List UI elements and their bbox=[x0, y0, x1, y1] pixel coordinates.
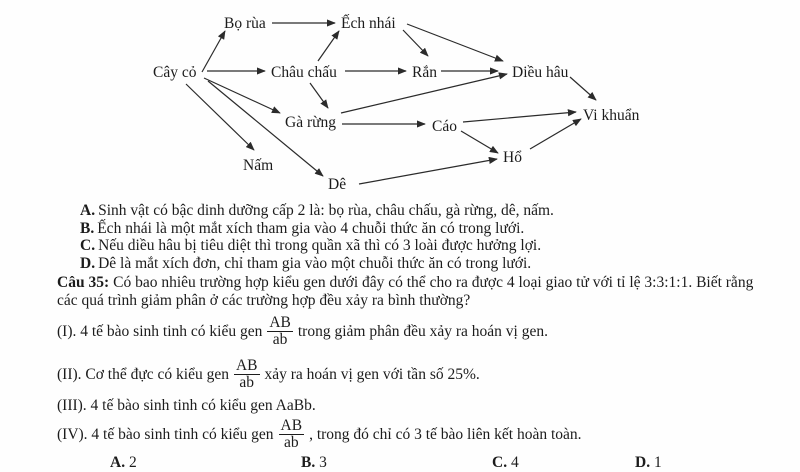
option-text: Sinh vật có bậc dinh dưỡng cấp 2 là: bọ rùa, châu chấu, gà rừng, dê, nấm. bbox=[98, 202, 554, 219]
node-nam: Nấm bbox=[243, 157, 274, 174]
question-number: Câu 35: bbox=[57, 273, 110, 291]
statement-text: (I). 4 tế bào sinh tinh có kiểu gen bbox=[57, 322, 263, 340]
statement-II bbox=[57, 356, 800, 394]
node-vi-khuan: Vi khuẩn bbox=[583, 107, 640, 124]
statement-text: (IV). 4 tế bào sinh tinh có kiểu gen bbox=[57, 425, 274, 443]
fraction-numerator: AB bbox=[280, 417, 303, 435]
question-block bbox=[0, 202, 800, 472]
answer-letter: B. bbox=[301, 453, 316, 471]
option-line bbox=[80, 237, 800, 255]
edge-ech-nhai-to-dieu-hau bbox=[407, 24, 503, 61]
answer-choice bbox=[110, 454, 137, 472]
answers-row bbox=[0, 454, 800, 472]
option-letter: D. bbox=[80, 255, 96, 273]
option-text: Ếch nhái là một mắt xích tham gia vào 4 chuỗi thức ăn có trong lưới. bbox=[97, 219, 525, 237]
statement-text: , trong đó chỉ có 3 tế bào liên kết hoàn toàn. bbox=[309, 425, 582, 443]
edge-chau-chau-to-ech-nhai bbox=[318, 31, 339, 61]
answer-choice bbox=[635, 454, 662, 472]
edge-chau-chau-to-ga-rung bbox=[310, 83, 328, 108]
node-ran: Rắn bbox=[412, 64, 437, 81]
option-line bbox=[80, 255, 800, 273]
node-chau-chau: Châu chấu bbox=[271, 64, 337, 81]
fraction-numerator: AB bbox=[269, 314, 291, 332]
node-de: Dê bbox=[328, 176, 347, 193]
edge-cay-co-to-nam bbox=[186, 84, 254, 150]
option-letter: B. bbox=[80, 219, 95, 237]
fraction-numerator: AB bbox=[235, 357, 258, 375]
statement-IV bbox=[57, 416, 800, 454]
node-ech-nhai: Ếch nhái bbox=[341, 15, 396, 32]
genotype-fraction bbox=[267, 315, 293, 348]
statement-text: (II). Cơ thể đực có kiểu gen bbox=[57, 365, 229, 383]
edge-cao-to-vi-khuan bbox=[463, 112, 576, 122]
answer-letter: C. bbox=[492, 453, 508, 471]
option-letter: A. bbox=[80, 202, 96, 219]
question-text: Có bao nhiêu trường hợp kiểu gen dưới đây có thể cho ra được 4 loại giao tử với tỉ lệ 3:3:1:1. Biết rằng các quá trình giảm phân ở các trường hợp đều xảy ra bình thường? bbox=[57, 273, 754, 309]
answer-choice bbox=[492, 454, 519, 472]
node-ga-rung: Gà rừng bbox=[285, 114, 337, 131]
option-line bbox=[80, 202, 800, 220]
node-cay-co: Cây cỏ bbox=[153, 64, 197, 81]
edge-cay-co-to-ga-rung bbox=[204, 78, 280, 113]
answer-letter: A. bbox=[110, 453, 126, 471]
option-letter: C. bbox=[80, 237, 96, 255]
answer-choice bbox=[301, 454, 327, 472]
answer-value: 2 bbox=[125, 453, 137, 471]
answer-value: 3 bbox=[315, 453, 327, 471]
fraction-denominator: ab bbox=[283, 434, 299, 452]
option-line bbox=[80, 220, 800, 238]
edge-ech-nhai-to-ran bbox=[403, 30, 428, 56]
node-bo-rua: Bọ rùa bbox=[224, 15, 266, 32]
statement-text: trong giảm phân đều xảy ra hoán vị gen. bbox=[297, 322, 548, 340]
edge-cay-co-to-bo-rua bbox=[202, 31, 225, 72]
edge-dieu-hau-to-vi-khuan bbox=[570, 77, 596, 100]
statement-text: xảy ra hoán vị gen với tần số 25%. bbox=[264, 365, 480, 383]
edge-de-to-ho bbox=[359, 159, 497, 184]
question-35 bbox=[57, 274, 773, 310]
node-cao: Cáo bbox=[432, 118, 457, 135]
option-text: Nếu diều hâu bị tiêu diệt thì trong quần xã thì có 3 loài được hưởng lợi. bbox=[98, 237, 542, 255]
node-ho: Hổ bbox=[503, 149, 522, 166]
options-list bbox=[0, 202, 800, 273]
node-dieu-hau: Diều hâu bbox=[512, 64, 569, 81]
statement-I bbox=[57, 313, 800, 351]
genotype-fraction bbox=[279, 418, 305, 451]
answer-letter: D. bbox=[635, 453, 651, 471]
genotype-fraction bbox=[234, 358, 260, 391]
statement-text: (III). 4 tế bào sinh tinh có kiểu gen AaBb. bbox=[57, 396, 316, 414]
items-list bbox=[0, 313, 800, 454]
statement-III bbox=[57, 397, 800, 415]
food-web-nodes bbox=[153, 15, 640, 193]
fraction-denominator: ab bbox=[272, 331, 288, 349]
answer-value: 1 bbox=[650, 453, 662, 471]
option-text: Dê là mắt xích đơn, chỉ tham gia vào một chuỗi thức ăn có trong lưới. bbox=[98, 255, 532, 273]
fraction-denominator: ab bbox=[239, 374, 255, 392]
edge-ho-to-vi-khuan bbox=[530, 119, 581, 149]
edge-cao-to-ho bbox=[461, 131, 498, 153]
answer-value: 4 bbox=[507, 453, 519, 471]
food-web-diagram bbox=[0, 0, 800, 200]
